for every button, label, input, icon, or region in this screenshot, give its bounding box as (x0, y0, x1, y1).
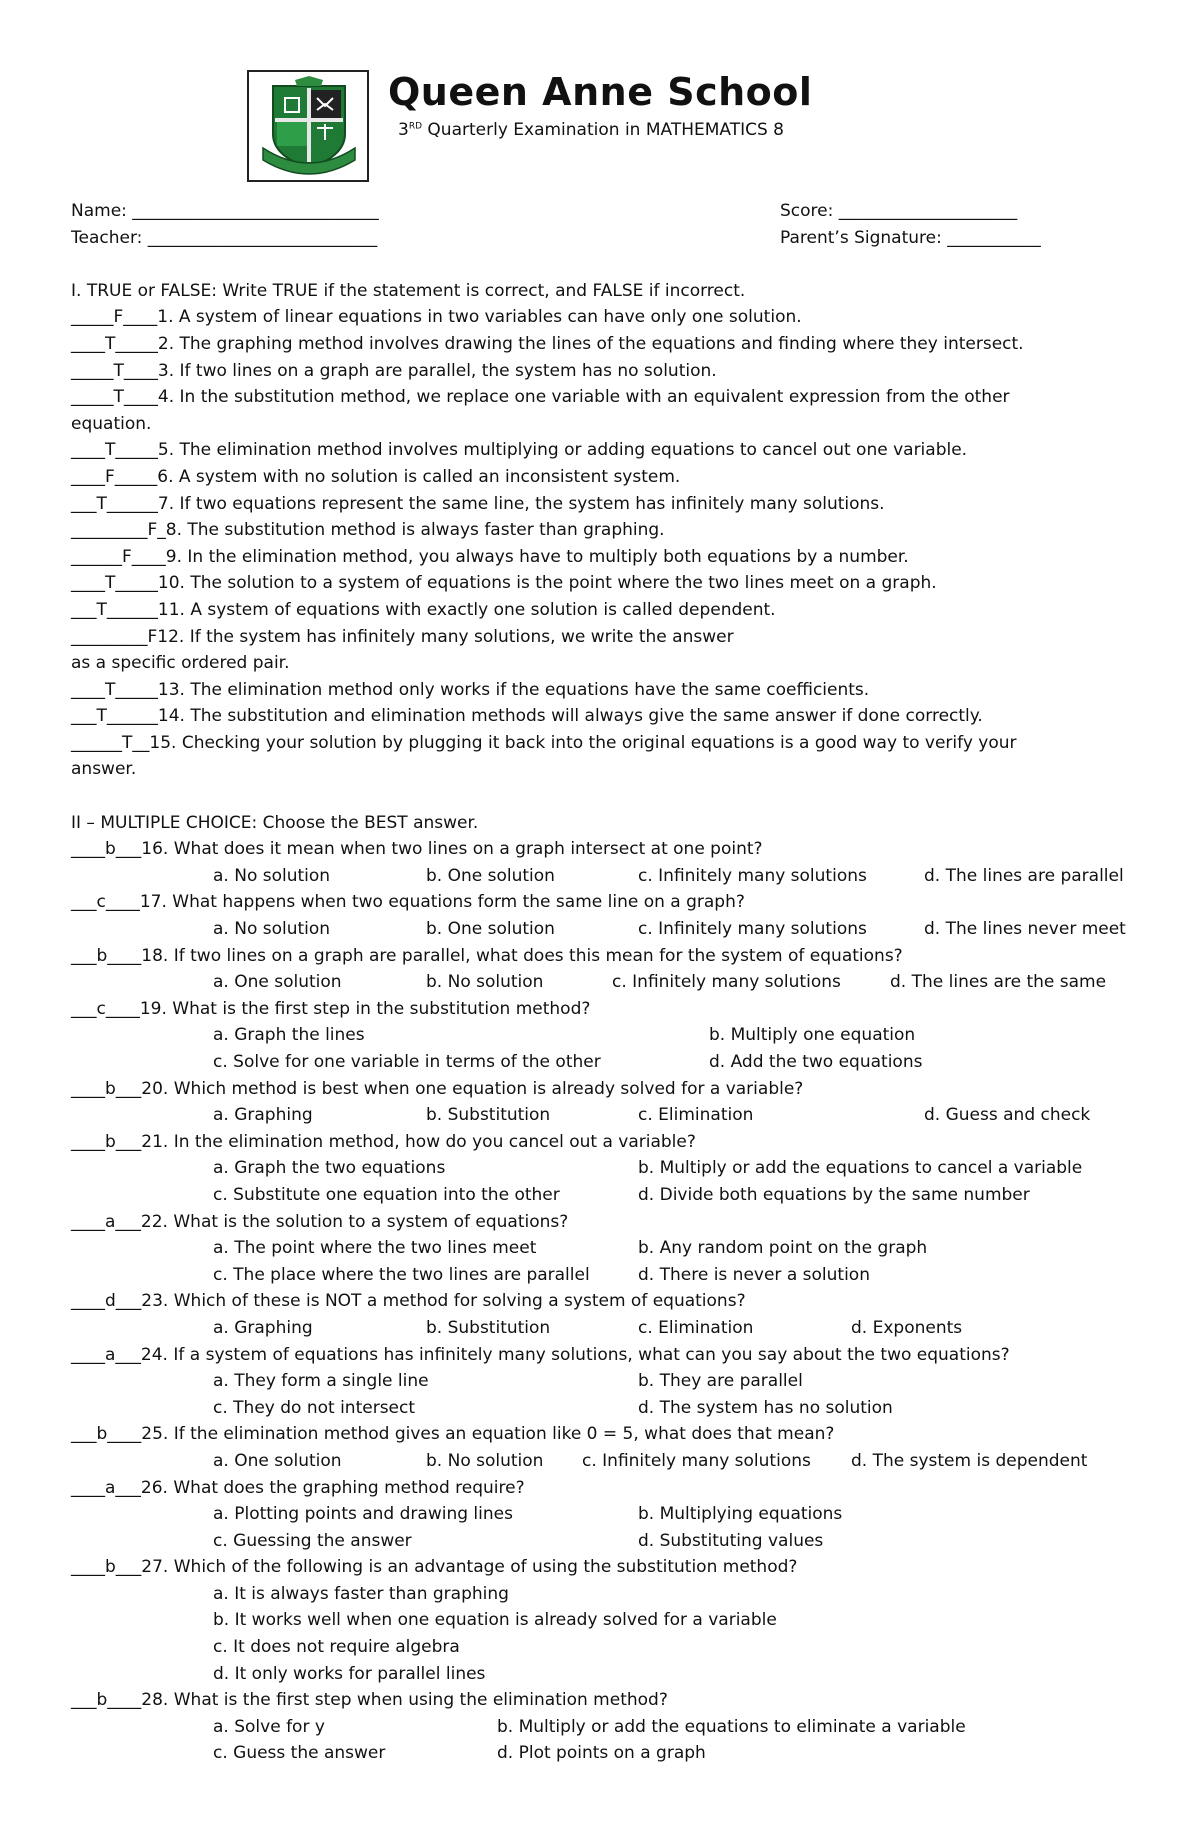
parent-signature-field[interactable]: Parent’s Signature: ___________ (780, 227, 1041, 248)
score-field[interactable]: Score: _____________________ (780, 201, 1018, 221)
option-c: c. Infinitely many solutions (582, 1450, 811, 1471)
mc-options (71, 1235, 1141, 1262)
option-d: d. It only works for parallel lines (213, 1663, 486, 1684)
option-b: b. Any random point on the graph (638, 1238, 928, 1259)
option-d: d. The lines never meet (924, 919, 1126, 940)
tf-item: ___T______11. A system of equations with exactly one solution is called dependent. (71, 599, 776, 620)
mc-options (71, 1448, 1141, 1475)
option-a: a. One solution (213, 972, 342, 993)
option-c: c. Infinitely many solutions (612, 972, 841, 993)
exam-title: 3RD Quarterly Examination in MATHEMATICS 8 (398, 120, 784, 140)
tf-item: _____F____1. A system of linear equations in two variables can have only one solution. (71, 307, 802, 328)
option-b: b. No solution (426, 1450, 544, 1471)
option-c: c. Elimination (638, 1105, 754, 1126)
mc-question: ____a___26. What does the graphing method require? (71, 1477, 525, 1498)
mc-question: ____b___27. Which of the following is an advantage of using the substitution method? (71, 1557, 798, 1578)
tf-item: ___T______14. The substitution and elimination methods will always give the same answer if done correctly. (71, 706, 983, 727)
option-d: d. There is never a solution (638, 1264, 870, 1285)
mc-options (71, 916, 1141, 943)
option-d: d. The lines are the same (890, 972, 1107, 993)
option-b: b. One solution (426, 865, 555, 886)
mc-question: ____a___24. If a system of equations has infinitely many solutions, what can you say about the two equations? (71, 1344, 1010, 1365)
option-b: b. Multiply or add the equations to eliminate a variable (497, 1716, 966, 1737)
mc-options (71, 1740, 1141, 1767)
option-b: b. One solution (426, 919, 555, 940)
mc-question: ___c____17. What happens when two equations form the same line on a graph? (71, 892, 745, 913)
mc-options (71, 1501, 1141, 1528)
teacher-field[interactable]: Teacher: ___________________________ (71, 227, 378, 248)
option-c: c. It does not require algebra (213, 1637, 460, 1658)
option-a: a. The point where the two lines meet (213, 1238, 537, 1259)
name-row (71, 198, 1141, 225)
option-c: c. Guess the answer (213, 1743, 386, 1764)
option-a: a. Solve for y (213, 1716, 325, 1737)
option-d: d. The system has no solution (638, 1397, 893, 1418)
mc-options (71, 1634, 1141, 1661)
mc-question: ___b____28. What is the first step when using the elimination method? (71, 1690, 668, 1711)
option-b: b. Multiply or add the equations to cancel a variable (638, 1158, 1083, 1179)
mc-options (71, 1581, 1141, 1608)
option-d: d. Add the two equations (709, 1052, 923, 1072)
option-d: d. The system is dependent (851, 1450, 1088, 1471)
school-crest-icon (255, 76, 363, 176)
tf-item: ___T______7. If two equations represent the same line, the system has infinitely many solutions. (71, 493, 885, 514)
mc-options (71, 1182, 1141, 1209)
mc-question: ____d___23. Which of these is NOT a method for solving a system of equations? (71, 1291, 746, 1312)
tf-item: ____T_____13. The elimination method only works if the equations have the same coefficients. (71, 679, 870, 700)
tf-item: _____T____4. In the substitution method, we replace one variable with an equivalent expression from the other (71, 387, 1010, 408)
mc-options (71, 1049, 1141, 1076)
tf-item: ____F_____6. A system with no solution is called an inconsistent system. (71, 466, 681, 487)
teacher-row (71, 225, 1141, 252)
mc-options (71, 1022, 1141, 1049)
tf-item: ____T_____2. The graphing method involves drawing the lines of the equations and finding where they intersect. (71, 333, 1024, 354)
tf-item: ____T_____5. The elimination method involves multiplying or adding equations to cancel out one variable. (71, 440, 968, 461)
mc-options (71, 1102, 1141, 1129)
option-a: a. Plotting points and drawing lines (213, 1504, 513, 1525)
mc-options (71, 1368, 1141, 1395)
mc-heading: II – MULTIPLE CHOICE: Choose the BEST answer. (71, 812, 479, 833)
mc-question: ___b____25. If the elimination method gives an equation like 0 = 5, what does that mean? (71, 1424, 835, 1445)
tf-item: ____T_____10. The solution to a system of equations is the point where the two lines meet on a graph. (71, 573, 937, 594)
option-d: d. Plot points on a graph (497, 1743, 706, 1764)
tf-item: as a specific ordered pair. (71, 653, 290, 674)
option-c: c. Infinitely many solutions (638, 919, 867, 940)
mc-question: ____b___16. What does it mean when two lines on a graph intersect at one point? (71, 839, 763, 860)
school-logo (247, 70, 369, 182)
mc-question: ___c____19. What is the first step in the substitution method? (71, 998, 591, 1019)
option-c: c. Infinitely many solutions (638, 865, 867, 886)
option-a: a. It is always faster than graphing (213, 1583, 509, 1604)
tf-item: _________F12. If the system has infinitely many solutions, we write the answer (71, 626, 734, 647)
mc-options (71, 1607, 1141, 1634)
option-a: a. No solution (213, 919, 331, 940)
mc-options (71, 1262, 1141, 1289)
option-a: a. No solution (213, 865, 331, 886)
option-b: b. They are parallel (638, 1371, 803, 1392)
mc-options (71, 863, 1141, 890)
option-d: d. Exponents (851, 1317, 963, 1338)
mc-options (71, 1395, 1141, 1422)
option-d: d. Divide both equations by the same number (638, 1184, 1030, 1205)
option-a: a. Graph the lines (213, 1025, 365, 1046)
tf-item: _____T____3. If two lines on a graph are parallel, the system has no solution. (71, 360, 717, 381)
mc-options (71, 1528, 1141, 1555)
mc-options (71, 1155, 1141, 1182)
name-field[interactable]: Name: _____________________________ (71, 201, 379, 221)
mc-question: ___b____18. If two lines on a graph are parallel, what does this mean for the system of equations? (71, 945, 903, 966)
option-a: a. One solution (213, 1450, 342, 1471)
option-b: b. It works well when one equation is already solved for a variable (213, 1610, 777, 1631)
mc-options (71, 1714, 1141, 1741)
option-d: d. Substituting values (638, 1530, 824, 1551)
tf-item: ______F____9. In the elimination method, you always have to multiply both equations by a number. (71, 546, 909, 567)
option-c: c. Substitute one equation into the other (213, 1184, 560, 1205)
option-c: c. Elimination (638, 1317, 754, 1338)
exam-content (71, 198, 1141, 1767)
mc-question: ____b___21. In the elimination method, how do you cancel out a variable? (71, 1131, 696, 1152)
mc-options (71, 969, 1141, 996)
mc-question: ____b___20. Which method is best when one equation is already solved for a variable? (71, 1078, 804, 1099)
option-a: a. They form a single line (213, 1371, 429, 1392)
tf-heading: I. TRUE or FALSE: Write TRUE if the statement is correct, and FALSE if incorrect. (71, 280, 746, 301)
option-a: a. Graph the two equations (213, 1158, 446, 1179)
mc-options (71, 1661, 1141, 1688)
option-a: a. Graphing (213, 1105, 313, 1126)
option-b: b. Substitution (426, 1317, 551, 1338)
option-c: c. Guessing the answer (213, 1530, 412, 1551)
tf-item: _________F_8. The substitution method is always faster than graphing. (71, 520, 665, 541)
tf-item: ______T__15. Checking your solution by plugging it back into the original equations is a good way to verify your (71, 732, 1017, 753)
option-c: c. Solve for one variable in terms of the other (213, 1052, 601, 1072)
option-b: b. Multiplying equations (638, 1504, 843, 1525)
option-b: b. Multiply one equation (709, 1025, 916, 1046)
option-d: d. The lines are parallel (924, 865, 1124, 886)
option-a: a. Graphing (213, 1317, 313, 1338)
mc-options (71, 1315, 1141, 1342)
school-name: Queen Anne School (388, 70, 813, 114)
tf-item: answer. (71, 759, 137, 780)
option-c: c. The place where the two lines are parallel (213, 1264, 590, 1285)
option-d: d. Guess and check (924, 1105, 1091, 1126)
mc-question: ____a___22. What is the solution to a system of equations? (71, 1211, 569, 1232)
option-c: c. They do not intersect (213, 1397, 416, 1418)
option-b: b. No solution (426, 972, 544, 993)
option-b: b. Substitution (426, 1105, 551, 1126)
tf-item: equation. (71, 413, 152, 434)
